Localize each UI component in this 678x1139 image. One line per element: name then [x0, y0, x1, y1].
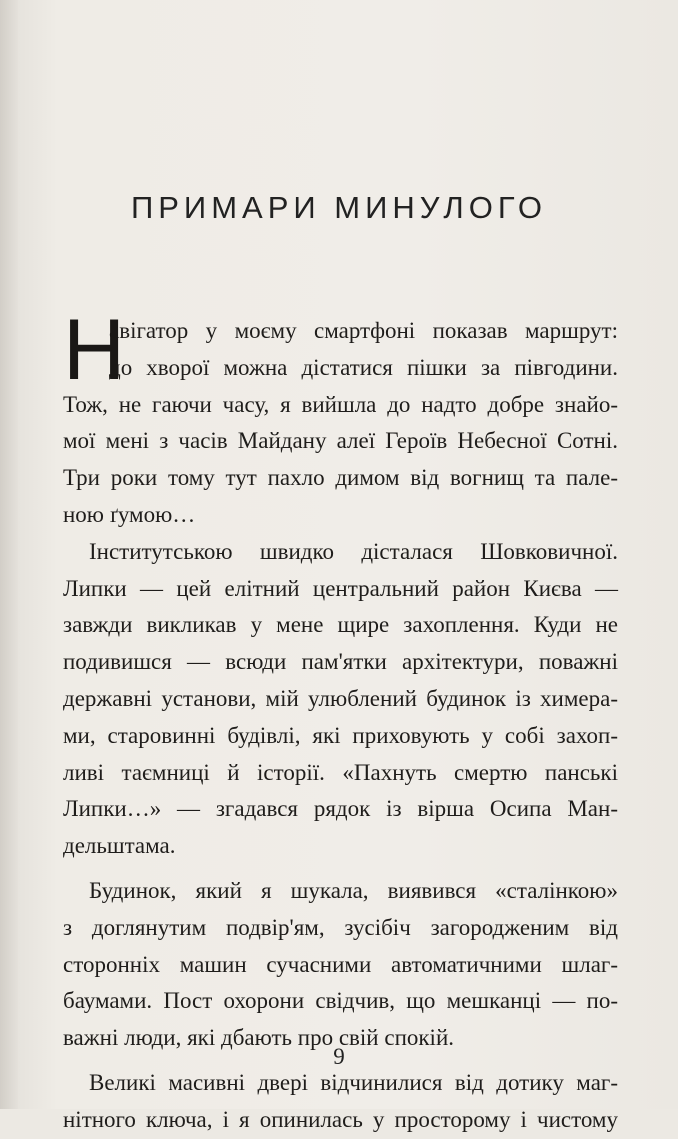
text-line: Липки — цей елітний центральний район Києва — — [63, 575, 618, 601]
text-line: дельштама. — [63, 833, 176, 859]
text-line: Тож, не гаючи часу, я вийшла до надто добре знайо- — [63, 391, 618, 417]
drop-cap: Н — [63, 302, 126, 398]
paragraph-spacer — [63, 865, 618, 873]
text-line: ною ґумою… — [63, 501, 196, 527]
text-line: авігатор у моєму смартфоні показав маршрут: — [109, 318, 618, 343]
text-line: ми, старовинні будівлі, які приховують у собі захоп- — [63, 722, 618, 748]
text-line: ливі таємниці й історії. «Пахнуть смертю панські — [63, 759, 618, 785]
text-line: мої мені з часів Майдану алеї Героїв Небесної Сотні. — [63, 428, 618, 454]
paragraph-2 — [63, 534, 618, 865]
text-line: сторонніх машин сучасними автоматичними шлаг- — [63, 951, 618, 977]
paragraph-3 — [63, 873, 618, 1057]
text-line: до хворої можна дістатися пішки за півгодини. — [109, 354, 618, 380]
text-line: з доглянутим подвір'ям, зусібіч загородженим від — [63, 914, 618, 940]
text-line: Три роки тому тут пахло димом від вогнищ та пале- — [63, 465, 618, 491]
text-line: Великі масивні двері відчинилися від дотику маг- — [89, 1069, 618, 1095]
text-line: подивишся — всюди пам'ятки архітектури, поважні — [63, 649, 618, 675]
page-number: 9 — [333, 1044, 345, 1069]
chapter-title: ПРИМАРИ МИНУЛОГО — [130, 190, 548, 225]
text-line: завжди викликав у мене щире захоплення. Куди не — [63, 612, 618, 638]
text-line: Будинок, який я шукала, виявився «сталінкою» — [89, 877, 618, 903]
text-line: важні люди, які дбають про свій спокій. — [63, 1025, 454, 1051]
text-line: Липки…» — згадався рядок із вірша Осипа Ман- — [63, 796, 618, 822]
paragraph-4 — [63, 1065, 618, 1139]
text-line: Інститутською швидко дісталася Шовковичної. — [89, 538, 618, 564]
text-line: баумами. Пост охорони свідчив, що мешканці — по- — [63, 988, 618, 1014]
body-text — [63, 302, 618, 1139]
paragraph-1 — [63, 302, 618, 534]
page-gutter — [0, 0, 18, 1109]
text-line: державні установи, мій улюблений будинок із химера- — [63, 685, 618, 711]
text-line: нітного ключа, і я опинилась у просторому і чистому — [63, 1106, 618, 1132]
